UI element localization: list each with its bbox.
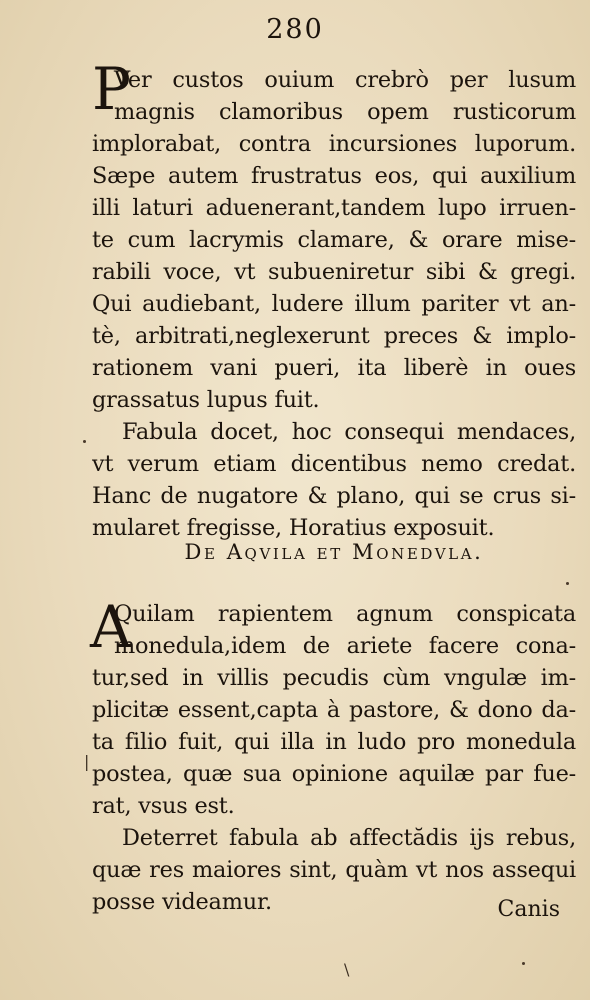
fable-shepherd-boy	[92, 64, 576, 544]
text-line: illi laturi aduenerant,tandem lupo irruen-	[92, 195, 576, 221]
text-line: Sæpe autem frustratus eos, qui auxilium	[92, 163, 576, 189]
text-line: tè, arbitrati,neglexerunt preces & implo-	[92, 323, 576, 349]
margin-mark: |	[84, 752, 90, 771]
moral-line: Deterret fabula ab affectădis ijs rebus,	[122, 825, 576, 851]
ink-speck	[83, 440, 86, 443]
moral-line: vt verum etiam dicentibus nemo credat.	[92, 451, 576, 477]
text-line: rationem vani pueri, ita liberè in oues	[92, 355, 576, 381]
text-line: rat, vsus est.	[92, 793, 235, 819]
text-line: te cum lacrymis clamare, & orare mise-	[92, 227, 576, 253]
signature-mark: \	[344, 960, 350, 979]
page-number: 280	[266, 14, 324, 45]
text-line: monedula,idem de ariete facere cona-	[114, 633, 576, 659]
moral-line: mularet fregisse, Horatius exposuit.	[92, 515, 495, 541]
fable-heading: De Aqvila et Monedvla.	[184, 540, 484, 564]
text-line: Quilam rapientem agnum conspicata	[114, 601, 576, 627]
ink-speck	[566, 582, 569, 585]
moral-line: Fabula docet, hoc consequi mendaces,	[122, 419, 576, 445]
fable-eagle-jackdaw	[90, 593, 576, 918]
drop-cap-a: A	[90, 593, 132, 661]
text-line: rabili voce, vt subueniretur sibi & gregi.	[92, 259, 576, 285]
ink-speck	[522, 962, 525, 965]
text-line: Ver custos ouium crebrò per lusum	[114, 67, 576, 93]
text-line: ta filio fuit, qui illa in ludo pro monedula	[92, 729, 576, 755]
text-line: implorabat, contra incursiones luporum.	[92, 131, 576, 157]
moral-line: posse videamur.	[92, 889, 272, 915]
text-line: postea, quæ sua opinione aquilæ par fue-	[92, 761, 576, 787]
moral-line: quæ res maiores sint, quàm vt nos assequi	[92, 857, 576, 883]
text-line: tur,sed in villis pecudis cùm vngulæ im-	[92, 665, 576, 691]
moral-line: Hanc de nugatore & plano, qui se crus si-	[92, 483, 576, 509]
text-line: magnis clamoribus opem rusticorum	[114, 99, 576, 125]
text-line: grassatus lupus fuit.	[92, 387, 320, 413]
catchword: Canis	[497, 897, 560, 922]
text-line: plicitæ essent,capta à pastore, & dono da-	[92, 697, 576, 723]
drop-cap-p: P	[92, 55, 132, 123]
text-line: Qui audiebant, ludere illum pariter vt an-	[92, 291, 576, 317]
